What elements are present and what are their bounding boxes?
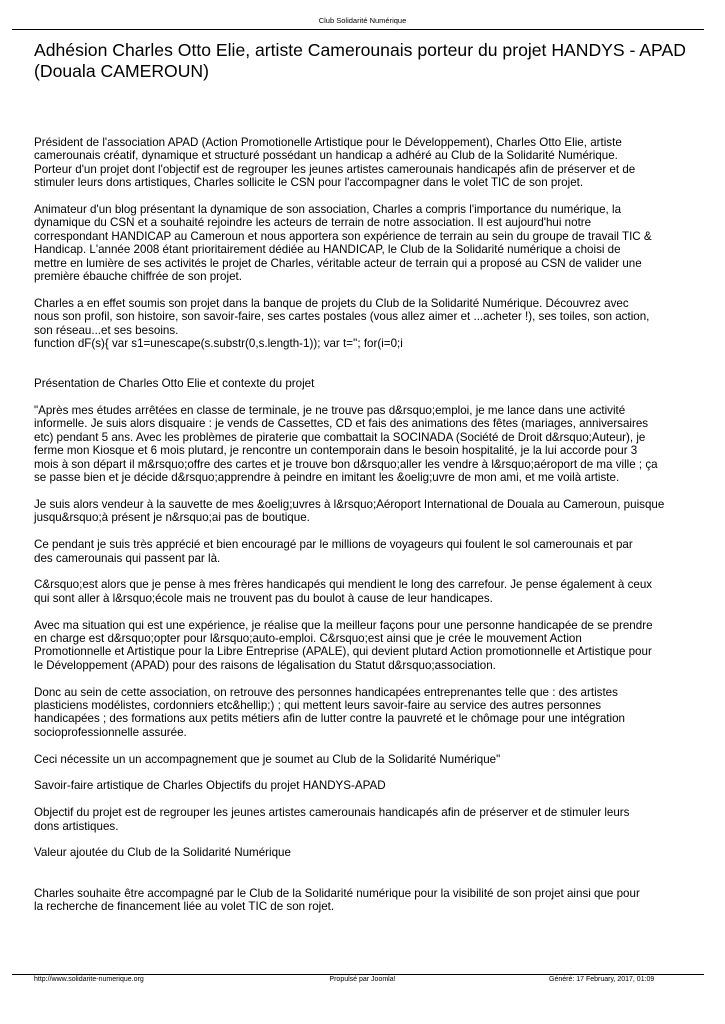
paragraph-conclusion: Charles souhaite être accompagné par le Club de la Solidarité numérique pour la visibilité de son projet ainsi que pour la recherche de financement liée au volet TIC de son rojet. <box>34 886 640 913</box>
spacer <box>34 283 700 296</box>
section-heading-added-value: Valeur ajoutée du Club de la Solidarité Numérique <box>34 846 291 860</box>
paragraph-objective: Objectif du projet est de regrouper les jeunes artistes camerounais handicapés afin de préserver et de stimuler leurs dons artistiques. <box>34 806 630 833</box>
paragraph-airport: Je suis alors vendeur à la sauvette de mes &oelig;uvres à l&rsquo;Aéroport International de Douala au Cameroun, puisque jusqu&rsquo;à présent je n&rsquo;ai pas de boutique. <box>34 497 665 525</box>
spacer <box>34 565 700 578</box>
article-body <box>34 136 700 913</box>
paragraph-blog: Animateur d'un blog présentant la dynamique de son association, Charles a compris l'importance du numérique, la dynamique du CSN et a souhaité rejoindre les acteurs de terrain de notre association. Il est aujourd'hui notre correspondant HANDICAP au Cameroun et nous apportera son expérience de terrain au sein du groupe de travail TIC & Handicap. L'année 2008 étant prioritairement dédiée au HANDICAP, le Club de la Solidarité numérique a choisi de mettre en lumière de ses activités le projet de Charles, véritable acteur de terrain qui a proposé au CSN de valider une première ébauche chiffrée de son projet. <box>34 203 652 284</box>
site-header: Club Solidarité Numérique <box>318 16 407 25</box>
spacer <box>34 190 700 203</box>
footer-divider <box>12 974 704 975</box>
spacer <box>34 350 700 377</box>
spacer <box>34 739 700 752</box>
section-heading-presentation: Présentation de Charles Otto Elie et contexte du projet <box>34 377 315 391</box>
spacer <box>34 605 700 618</box>
spacer <box>34 391 700 404</box>
paragraph-self-employment: Avec ma situation qui est une expérience, je réalise que la meilleur façons pour une personne handicapée de se prendre en charge est d&rsquo;opter pour l&rsquo;auto-emploi. C&rsquo;est ainsi que je crée le mouvement Action Promotionnelle et Artistique pour la Libre Entreprise (APALE), qui devient plutard Action promotionnelle et Artistique pour le Développement (APAD) pour des raisons de légalisation du Statut d&rsquo;association. <box>34 618 653 672</box>
spacer <box>34 485 700 498</box>
spacer <box>34 793 700 806</box>
spacer <box>34 833 700 846</box>
spacer <box>34 766 700 779</box>
header-divider <box>12 29 704 30</box>
footer-site-url[interactable]: http://www.solidarite-numerique.org <box>34 976 144 983</box>
paragraph-project-bank: Charles a en effet soumis son projet dans la banque de projets du Club de la Solidarité Numérique. Découvrez avec nous son profil, son histoire, son savoir-faire, ses cartes postales (vous allez aimer et ...acheter !), ses toiles, son action, son réseau...et ses besoins. <box>34 296 650 337</box>
paragraph-association: Donc au sein de cette association, on retrouve des personnes handicapées entreprenantes telle que : des artistes plasticiens modélistes, cordonniers etc&hellip;) ; qui mettent leurs savoir-faire au service des autres personnes handicapées ; des formations aux petits métiers afin de lutter contre la pauvreté et le chômage pour une intégration socioprofessionnelle assurée. <box>34 685 625 739</box>
paragraph-intro: Président de l'association APAD (Action Promotionelle Artistique pour le Développement), Charles Otto Elie, artiste camerounais créatif, dynamique et structuré possédant un handicap a adhéré au Club de la Solidarité Numérique. Porteur d'un projet dont l'objectif est de regrouper les jeunes artistes camerounais handicapés afin de préserver et de stimuler leurs dons artistiques, Charles sollicite le CSN pour l'accompagner dans le volet TIC de son projet. <box>34 136 636 190</box>
script-snippet-text: function dF(s){ var s1=unescape(s.substr(0,s.length-1)); var t=''; for(i=0;i <box>34 337 403 351</box>
spacer <box>34 860 700 887</box>
paragraph-support: Ceci nécessite un un accompagnement que je soumet au Club de la Solidarité Numérique" <box>34 752 501 766</box>
paragraph-travelers: Ce pendant je suis très apprécié et bien encouragé par le millions de voyageurs qui foulent le sol camerounais et par des camerounais qui passent par là. <box>34 538 633 565</box>
spacer <box>34 525 700 538</box>
footer-powered-by: Propulsé par Joomla! <box>329 976 396 983</box>
spacer <box>34 672 700 685</box>
paragraph-brothers: C&rsquo;est alors que je pense à mes frères handicapés qui mendient le long des carrefour. Je pense également à ceux qui sont aller à l&rsquo;école mais ne trouvent pas du boulot à cause de leur handicapes. <box>34 578 653 605</box>
section-heading-objectives: Savoir-faire artistique de Charles Objectifs du projet HANDYS-APAD <box>34 779 386 793</box>
footer-generated-date: Généré: 17 February, 2017, 01:09 <box>549 976 655 983</box>
paragraph-story: "Après mes études arrêtées en classe de terminale, je ne trouve pas d&rsquo;emploi, je me lance dans une activité informelle. Je suis alors disquaire : je vends de Cassettes, CD et fais des animations des fêtes (mariages, anniversaires etc) pendant 5 ans. Avec les problèmes de piraterie que combattait la SOCINADA (Société de Droit d&rsquo;Auteur), je ferme mon Kiosque et 6 mois plutard, je rencontre un contemporain dans le besoin hospitalité, je la lui accorde pour 3 mois à son départ il m&rsquo;offre des cartes et je trouve bon d&rsquo;aller les vendre à l&rsquo;aéroport de ma ville ; ça se passe bien et je décide d&rsquo;apprendre à peindre en imitant les &oelig;uvre de mon ami, et me voilà artiste. <box>34 404 658 485</box>
article-title: Adhésion Charles Otto Elie, artiste Camerounais porteur du projet HANDYS - APAD (Douala CAMEROUN) <box>34 40 686 81</box>
